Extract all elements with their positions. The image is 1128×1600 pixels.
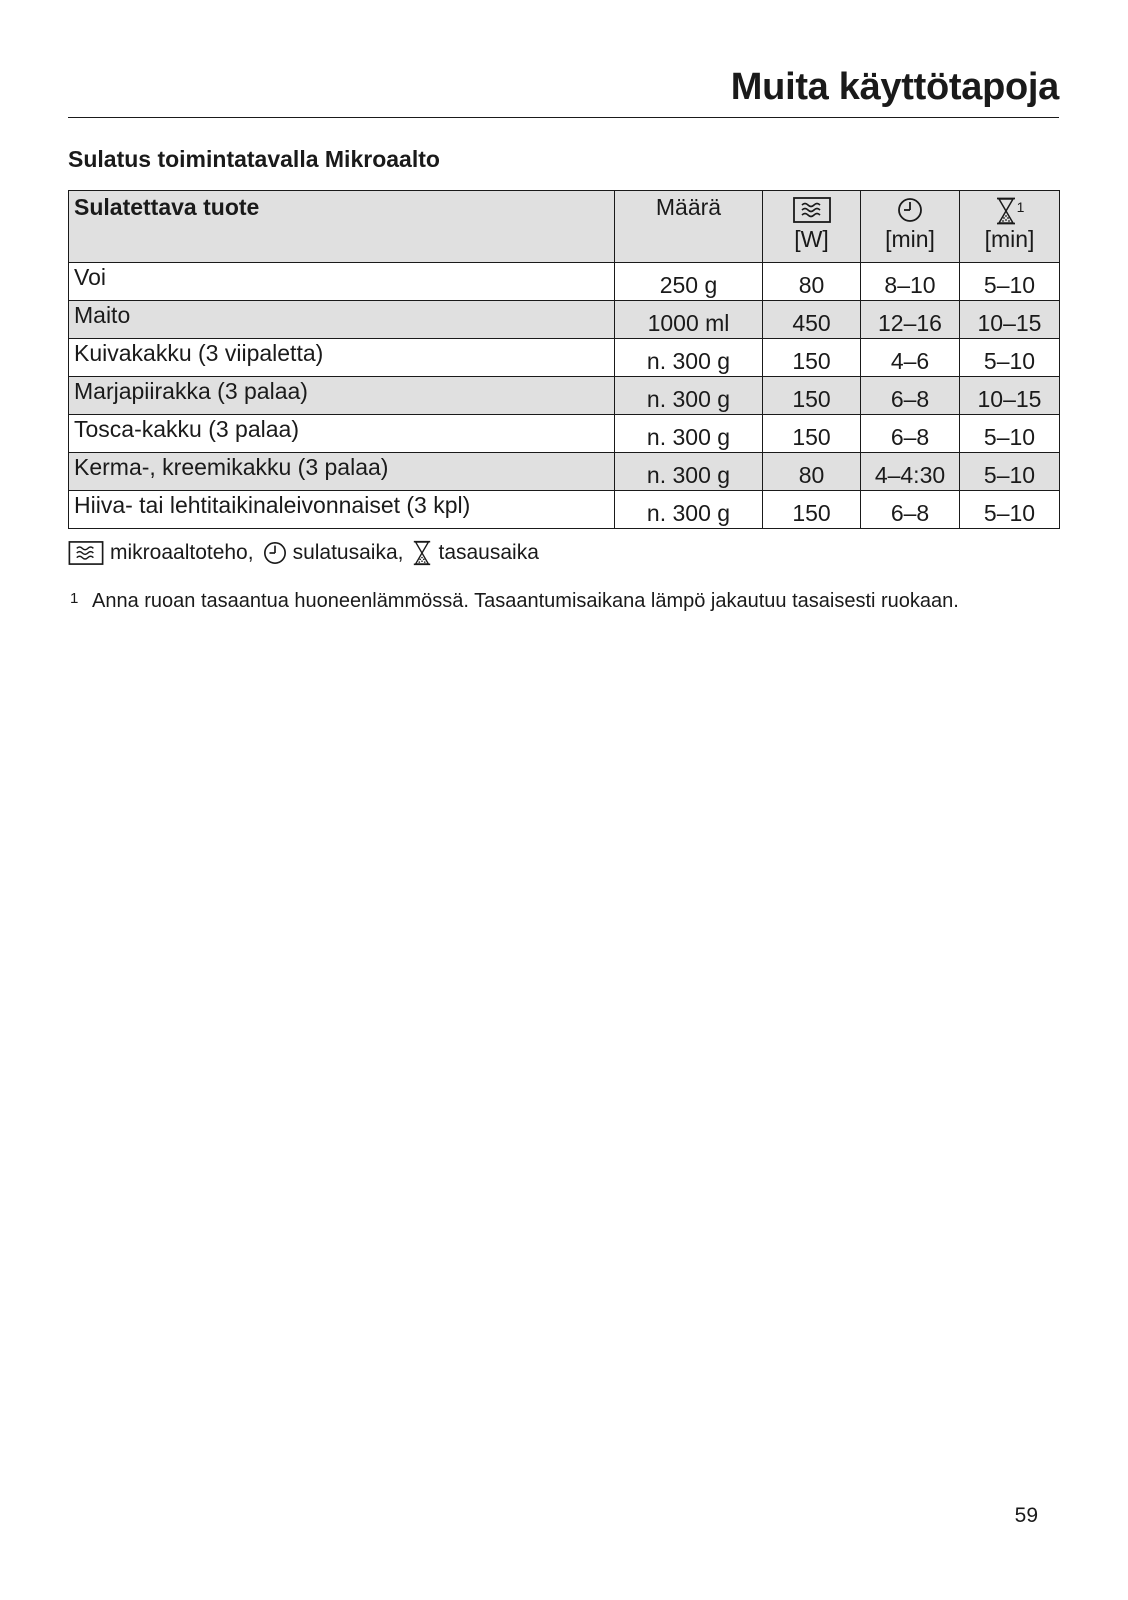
cell-defrost-time: 4–4:30: [861, 453, 960, 491]
footnote-mark: 1: [70, 590, 79, 607]
column-header-standing-time: [960, 191, 1060, 263]
hourglass-icon: [412, 540, 432, 566]
hourglass-icon: [995, 197, 1017, 225]
legend-label-clock: sulatusaika,: [292, 541, 404, 564]
clock-icon: [897, 197, 923, 223]
cell-amount: 250 g: [615, 263, 763, 301]
column-header-amount: Määrä: [615, 191, 763, 263]
page-title: Muita käyttötapoja: [730, 66, 1059, 108]
legend-label-microwave: mikroaaltoteho,: [110, 541, 254, 564]
cell-defrost-time: 12–16: [861, 301, 960, 339]
cell-power: 150: [763, 491, 861, 529]
cell-power: 80: [763, 263, 861, 301]
defrost-table: [68, 190, 1060, 529]
cell-standing-time: 10–15: [960, 301, 1060, 339]
column-unit-standing-time: [min]: [984, 226, 1035, 252]
footnote-ref: 1: [1016, 199, 1025, 215]
table-row: [69, 339, 1060, 377]
cell-amount: n. 300 g: [615, 415, 763, 453]
legend-item-hourglass: [412, 540, 538, 566]
cell-defrost-time: 4–6: [861, 339, 960, 377]
microwave-power-icon: [68, 541, 104, 565]
cell-standing-time: 5–10: [960, 263, 1060, 301]
table-row: [69, 415, 1060, 453]
column-header-power: [763, 191, 861, 263]
page-number: 59: [1014, 1504, 1038, 1527]
cell-amount: n. 300 g: [615, 491, 763, 529]
clock-icon: [263, 541, 287, 565]
legend-item-microwave: [68, 541, 254, 565]
cell-amount: n. 300 g: [615, 377, 763, 415]
cell-defrost-time: 6–8: [861, 415, 960, 453]
cell-product: Tosca-kakku (3 palaa): [69, 415, 615, 453]
cell-standing-time: 5–10: [960, 491, 1060, 529]
cell-standing-time: 10–15: [960, 377, 1060, 415]
table-row: [69, 377, 1060, 415]
table-header-row: [69, 191, 1060, 263]
title-divider: [68, 117, 1059, 118]
cell-amount: 1000 ml: [615, 301, 763, 339]
cell-power: 450: [763, 301, 861, 339]
table-row: [69, 301, 1060, 339]
cell-product: Maito: [69, 301, 615, 339]
cell-product: Marjapiirakka (3 palaa): [69, 377, 615, 415]
legend-label-hourglass: tasausaika: [438, 541, 539, 564]
cell-power: 150: [763, 415, 861, 453]
cell-amount: n. 300 g: [615, 453, 763, 491]
cell-standing-time: 5–10: [960, 339, 1060, 377]
cell-product: Kuivakakku (3 viipaletta): [69, 339, 615, 377]
column-header-defrost-time: [861, 191, 960, 263]
section-heading: Sulatus toimintatavalla Mikroaalto: [68, 146, 440, 172]
cell-standing-time: 5–10: [960, 415, 1060, 453]
column-unit-defrost-time: [min]: [885, 226, 935, 252]
table-row: [69, 491, 1060, 529]
footnote: [68, 587, 1028, 615]
cell-defrost-time: 6–8: [861, 377, 960, 415]
cell-product: Kerma-, kreemikakku (3 palaa): [69, 453, 615, 491]
cell-standing-time: 5–10: [960, 453, 1060, 491]
cell-product: Hiiva- tai lehtitaikinaleivonnaiset (3 kpl): [69, 491, 615, 529]
cell-defrost-time: 6–8: [861, 491, 960, 529]
cell-power: 150: [763, 377, 861, 415]
symbol-legend: [68, 540, 539, 566]
footnote-text: Anna ruoan tasaantua huoneenlämmössä. Tasaantumisaikana lämpö jakautuu tasaisesti ruokaan.: [92, 590, 959, 612]
column-unit-power: [W]: [794, 226, 829, 252]
cell-defrost-time: 8–10: [861, 263, 960, 301]
table-row: [69, 263, 1060, 301]
cell-product: Voi: [69, 263, 615, 301]
cell-power: 80: [763, 453, 861, 491]
cell-amount: n. 300 g: [615, 339, 763, 377]
microwave-power-icon: [793, 197, 831, 223]
legend-item-clock: [263, 541, 404, 565]
column-header-product: Sulatettava tuote: [69, 191, 615, 263]
table-row: [69, 453, 1060, 491]
cell-power: 150: [763, 339, 861, 377]
